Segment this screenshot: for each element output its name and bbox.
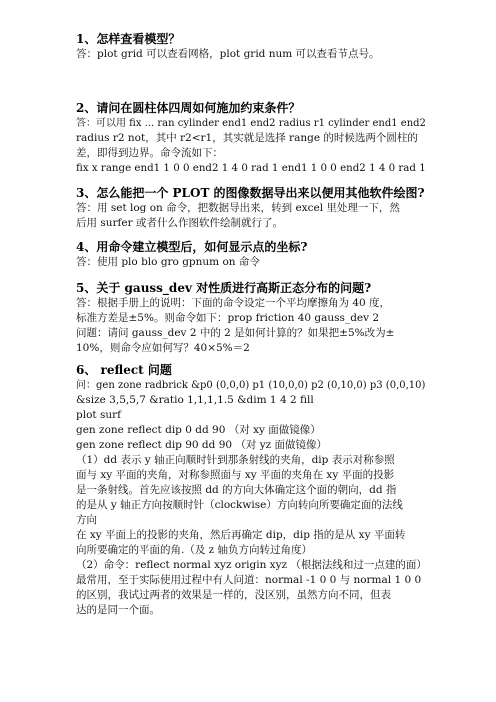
q5-answer-line: 答：根据手册上的说明：下面的命令设定一个平均摩擦角为 40 度， bbox=[76, 297, 391, 309]
q6-line: 方向 bbox=[76, 514, 97, 526]
q6-line: 达的是同一个面。 bbox=[76, 604, 160, 616]
q2-answer-line: radius r2 not，其中 r2<r1，其实就是选择 range 的时候选两个圆柱的 bbox=[76, 132, 418, 144]
section-q6 bbox=[76, 363, 428, 618]
q6-line: &size 3,5,5,7 &ratio 1,1,1,1.5 &dim 1 4 2 fill bbox=[76, 394, 314, 406]
section-q5 bbox=[76, 281, 428, 356]
q6-line: 是一条射线。首先应该按照 dd 的方向大体确定这个面的朝向，dd 指 bbox=[76, 484, 397, 496]
q2-answer-line: 答：可以用 fix ... ran cylinder end1 end2 radius r1 cylinder end1 end2 bbox=[76, 118, 426, 129]
q1-answer-line: 答：plot grid 可以查看网格，plot grid num 可以查看节点号。 bbox=[76, 48, 380, 60]
q6-line: gen zone reflect dip 90 dd 90 （对 yz 面做镜像） bbox=[76, 439, 328, 451]
q2-heading: 2、请问在圆柱体四周如何施加约束条件？ bbox=[76, 101, 301, 115]
section-q4 bbox=[76, 240, 428, 270]
q6-line: （1）dd 表示 y 轴正向顺时针到那条射线的夹角，dip 表示对称参照 bbox=[76, 454, 395, 466]
q6-line: 的区别，我试过两者的效果是一样的，没区别，虽然方向不同，但表 bbox=[76, 589, 391, 601]
q2-command-line: fix x range end1 1 0 0 end2 1 4 0 rad 1 end1 1 0 0 end2 1 4 0 rad 1 bbox=[76, 162, 426, 174]
section-q1 bbox=[76, 32, 428, 62]
q3-answer-line: 答：用 set log on 命令，把数据导出来，转到 excel 里处理一下，然 bbox=[76, 202, 400, 214]
q5-answer-line: 10%，则命令应如何写？40×5%＝2 bbox=[76, 342, 250, 354]
q4-heading: 4、用命令建立模型后，如何显示点的坐标? bbox=[76, 240, 308, 254]
q5-answer-line: 问题：请问 gauss_dev 2 中的 2 是如何计算的？如果把±5%改为± bbox=[76, 327, 395, 339]
q6-line: 在 xy 平面上的投影的夹角，然后再确定 dip，dip 指的是从 xy 平面转 bbox=[76, 529, 406, 541]
q5-answer-line: 标准方差是±5%。则命令如下：prop friction 40 gauss_dev 2 bbox=[76, 312, 380, 324]
q6-line: 向所要确定的平面的角.（及 z 轴负方向转过角度） bbox=[76, 544, 313, 556]
q5-heading: 5、关于 gauss_dev 对性质进行高斯正态分布的问题? bbox=[76, 281, 372, 295]
q4-answer-line: 答：使用 plo blo gro gpnum on 命令 bbox=[76, 256, 260, 268]
q2-answer-line: 差，即得到边界。命令流如下： bbox=[76, 147, 223, 159]
q6-line: （2）命令：reflect normal xyz origin xyz （根据法线和过一点建的面） bbox=[76, 559, 427, 571]
q1-heading: 1、怎样查看模型？ bbox=[76, 32, 181, 46]
q6-line: gen zone reflect dip 0 dd 90 （对 xy 面做镜像） bbox=[76, 424, 321, 436]
section-q3 bbox=[76, 186, 428, 231]
q6-heading: 6、 reflect 问题 bbox=[76, 363, 172, 377]
q6-line: 问：gen zone radbrick &p0 (0,0,0) p1 (10,0,0) p2 (0,10,0) p3 (0,0,10) bbox=[76, 380, 426, 391]
q6-line: 最常用，至于实际使用过程中有人问道：normal -1 0 0 与 normal 1 0 0 bbox=[76, 574, 422, 586]
section-q2 bbox=[76, 101, 428, 176]
q3-heading: 3、怎么能把一个 PLOT 的图像数据导出来以便用其他软件绘图? bbox=[76, 186, 425, 200]
q3-answer-line: 后用 surfer 或者什么作图软件绘制就行了。 bbox=[76, 217, 283, 229]
q6-line: 的是从 y 轴正方向按顺时针（clockwise）方向转向所要确定面的法线 bbox=[76, 499, 403, 511]
q6-line: 面与 xy 平面的夹角，对称参照面与 xy 平面的夹角在 xy 平面的投影 bbox=[76, 469, 395, 481]
q6-line: plot surf bbox=[76, 409, 122, 421]
